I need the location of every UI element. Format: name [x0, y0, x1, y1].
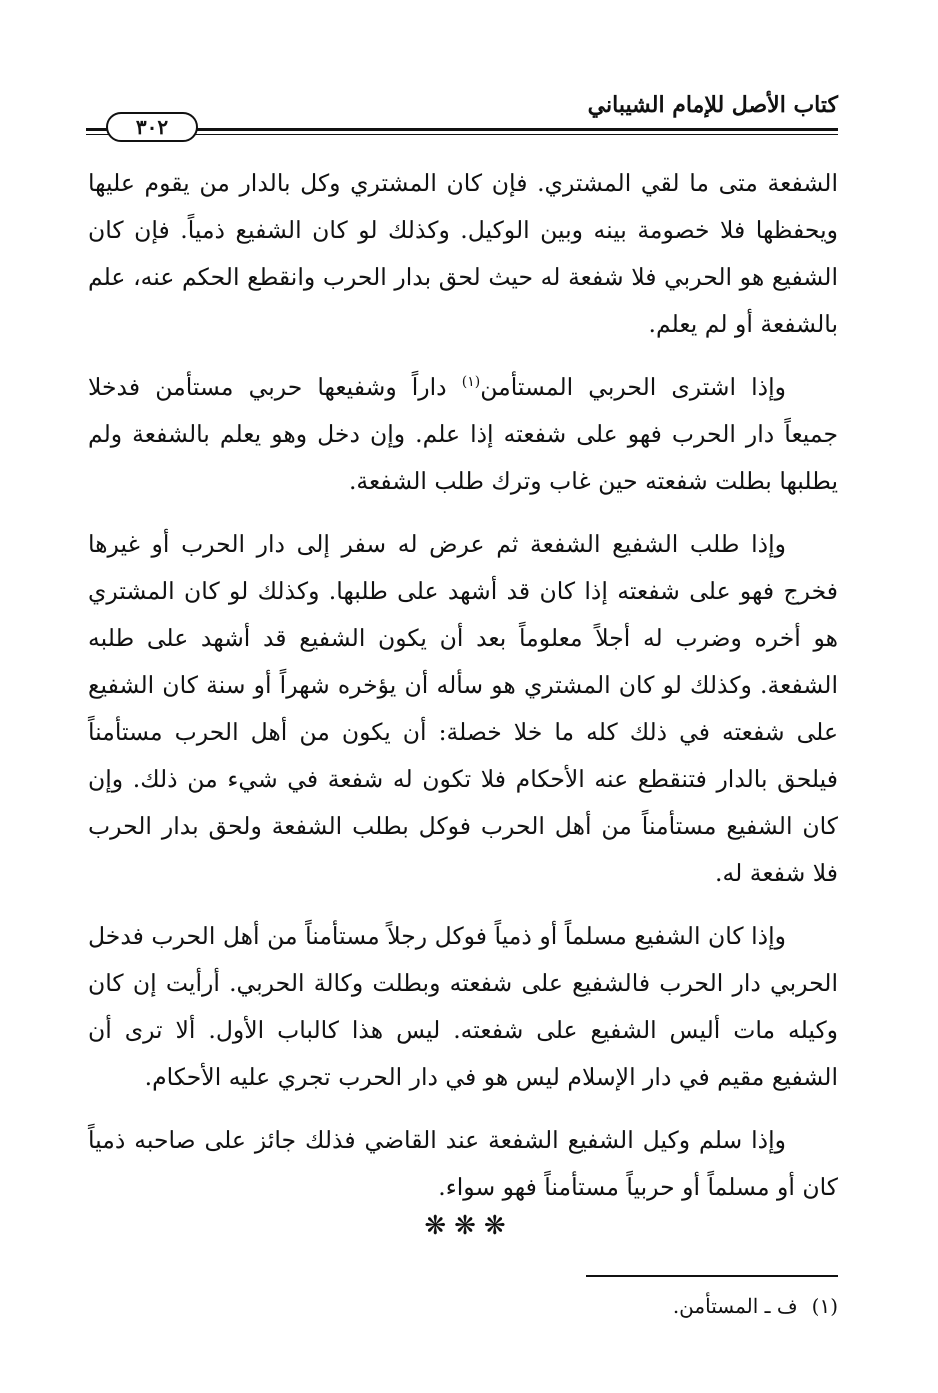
paragraph-3: وإذا طلب الشفيع الشفعة ثم عرض له سفر إلى دار الحرب أو غيرها فخرج فهو على شفعته إذا كان قد أشهد على طلبها. وكذلك لو كان المشتري هو أخره وضرب له أجلاً معلوماً بعد أن يكون الشفيع قد أشهد على طلبه الشفعة. وكذلك لو كان المشتري هو سأله أن يؤخره شهراً أو سنة كان الشفيع على شفعته في ذلك كله ما خلا خصلة: أن يكون من أهل الحرب مستأمناً فيلحق بالدار فتنقطع عنه الأحكام فلا تكون له شفعة في شيء من ذلك. وإن كان الشفيع مستأمناً من أهل الحرب فوكل بطلب الشفعة ولحق بدار الحرب فلا شفعة له.	[88, 530, 838, 887]
paragraph-4: وإذا كان الشفيع مسلماً أو ذمياً فوكل رجلاً مستأمناً من أهل الحرب فدخل الحربي دار الحرب فالشفيع على شفعته وبطلت وكالة الحربي. أرأيت إن كان وكيله مات أليس الشفيع على شفعته. ليس هذا كالباب الأول. ألا ترى أن الشفيع مقيم في دار الإسلام ليس هو في دار الحرب تجري عليه الأحكام.	[88, 922, 838, 1091]
paragraph-5: وإذا سلم وكيل الشفيع الشفعة عند القاضي فذلك جائز على صاحبه ذمياً كان أو مسلماً أو حربياً مستأمناً فهو سواء.	[88, 1126, 838, 1201]
section-ornament: ❋❋❋	[424, 1211, 514, 1241]
paragraph-1: الشفعة متى ما لقي المشتري. فإن كان المشتري وكل بالدار من يقوم عليها ويحفظها فلا خصومة بينه وبين الوكيل. وكذلك لو كان الشفيع ذمياً. فإن كان الشفيع هو الحربي فلا شفعة له حيث لحق بدار الحرب وانقطع الحكم عنه، علم بالشفعة أو لم يعلم.	[88, 169, 838, 338]
footnote-text: ف ـ المستأمن.	[672, 1294, 798, 1318]
header-rule-thin	[86, 134, 838, 135]
footnote-rule	[586, 1275, 838, 1277]
page-number: ٣٠٢	[135, 115, 169, 139]
page-header	[86, 82, 838, 152]
paragraph-2-start: وإذا اشترى الحربي المستأمن	[480, 373, 787, 401]
paragraph-2	[88, 364, 838, 505]
footnote-reference: (١)	[461, 374, 481, 390]
footnote	[673, 1288, 838, 1324]
header-rule-thick	[86, 128, 838, 131]
running-title: كتاب الأصل للإمام الشيباني	[587, 92, 838, 118]
paragraph-2-rest: داراً وشفيعها حربي مستأمن فدخلا جميعاً دار الحرب فهو على شفعته إذا علم. وإن دخل وهو يعلم بالشفعة ولم يطلبها بطلت شفعته حين غاب وترك طلب الشفعة.	[88, 373, 838, 495]
footnote-mark: (١)	[811, 1294, 838, 1318]
body-text	[88, 160, 838, 1211]
page-number-badge	[106, 112, 198, 142]
